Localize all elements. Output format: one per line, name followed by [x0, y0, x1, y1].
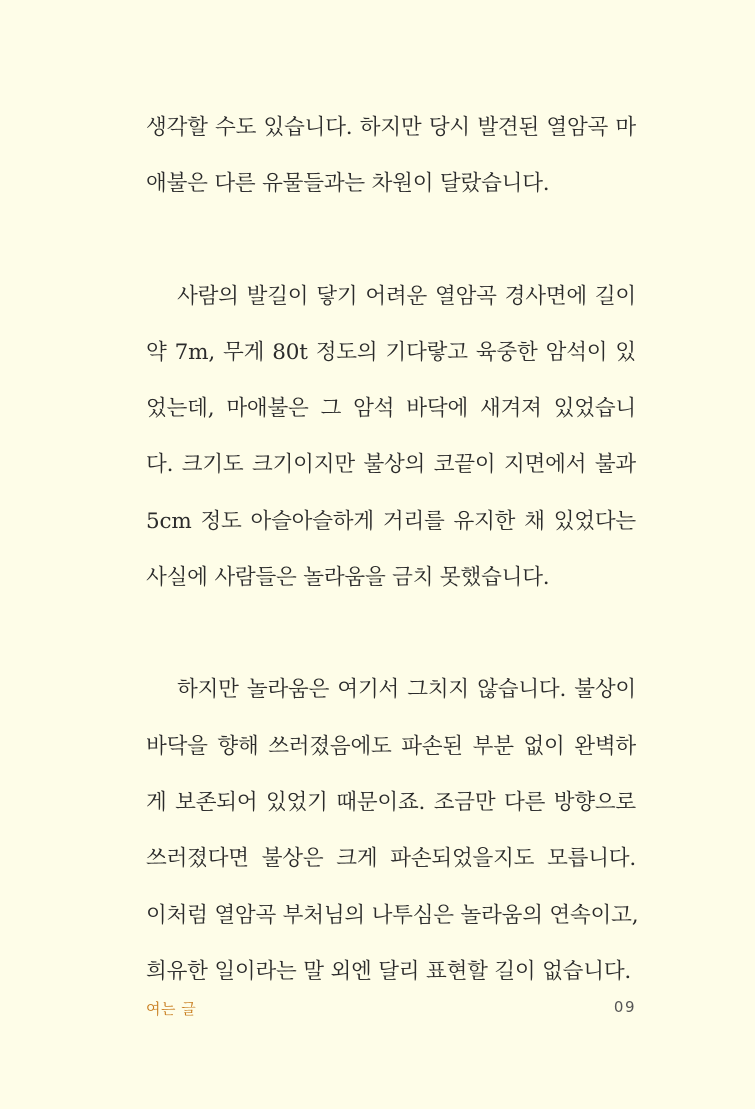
- body-text: [146, 104, 639, 1004]
- text-line: 쓰러졌다면 불상은 크게 파손되었을지도 모릅니다.: [146, 846, 636, 872]
- text-line: 생각할 수도 있습니다. 하지만 당시 발견된 열암곡 마: [146, 115, 636, 140]
- text-line: 하지만 놀라움은 여기서 그치지 않습니다. 불상이: [177, 677, 636, 703]
- text-line: 애불은 다른 유물들과는 차원이 달랐습니다.: [146, 171, 550, 197]
- paragraph-gap: [146, 217, 636, 273]
- text-line: 었는데, 마애불은 그 암석 바닥에 새겨져 있었습니: [146, 396, 636, 422]
- page-number: 09: [613, 998, 636, 1016]
- running-footer-section-title: 여는 글: [146, 1000, 197, 1018]
- text-line: 5cm 정도 아슬아슬하게 거리를 유지한 채 있었다는: [146, 508, 636, 534]
- paragraph-gap: [146, 610, 636, 666]
- text-line: 사실에 사람들은 놀라움을 금치 못했습니다.: [146, 565, 550, 591]
- text-line: 이처럼 열암곡 부처님의 나투심은 놀라움의 연속이고,: [146, 902, 639, 928]
- text-line: 바닥을 향해 쓰러졌음에도 파손된 부분 없이 완벽하: [146, 733, 636, 759]
- text-line: 사람의 발길이 닿기 어려운 열암곡 경사면에 길이: [177, 283, 636, 309]
- text-line: 약 7m, 무게 80t 정도의 기다랗고 육중한 암석이 있: [146, 339, 636, 365]
- text-line: 다. 크기도 크기이지만 불상의 코끝이 지면에서 불과: [146, 452, 636, 478]
- text-line: 희유한 일이라는 말 외엔 달리 표현할 길이 없습니다.: [146, 958, 632, 984]
- text-line: 게 보존되어 있었기 때문이죠. 조금만 다른 방향으로: [146, 789, 636, 815]
